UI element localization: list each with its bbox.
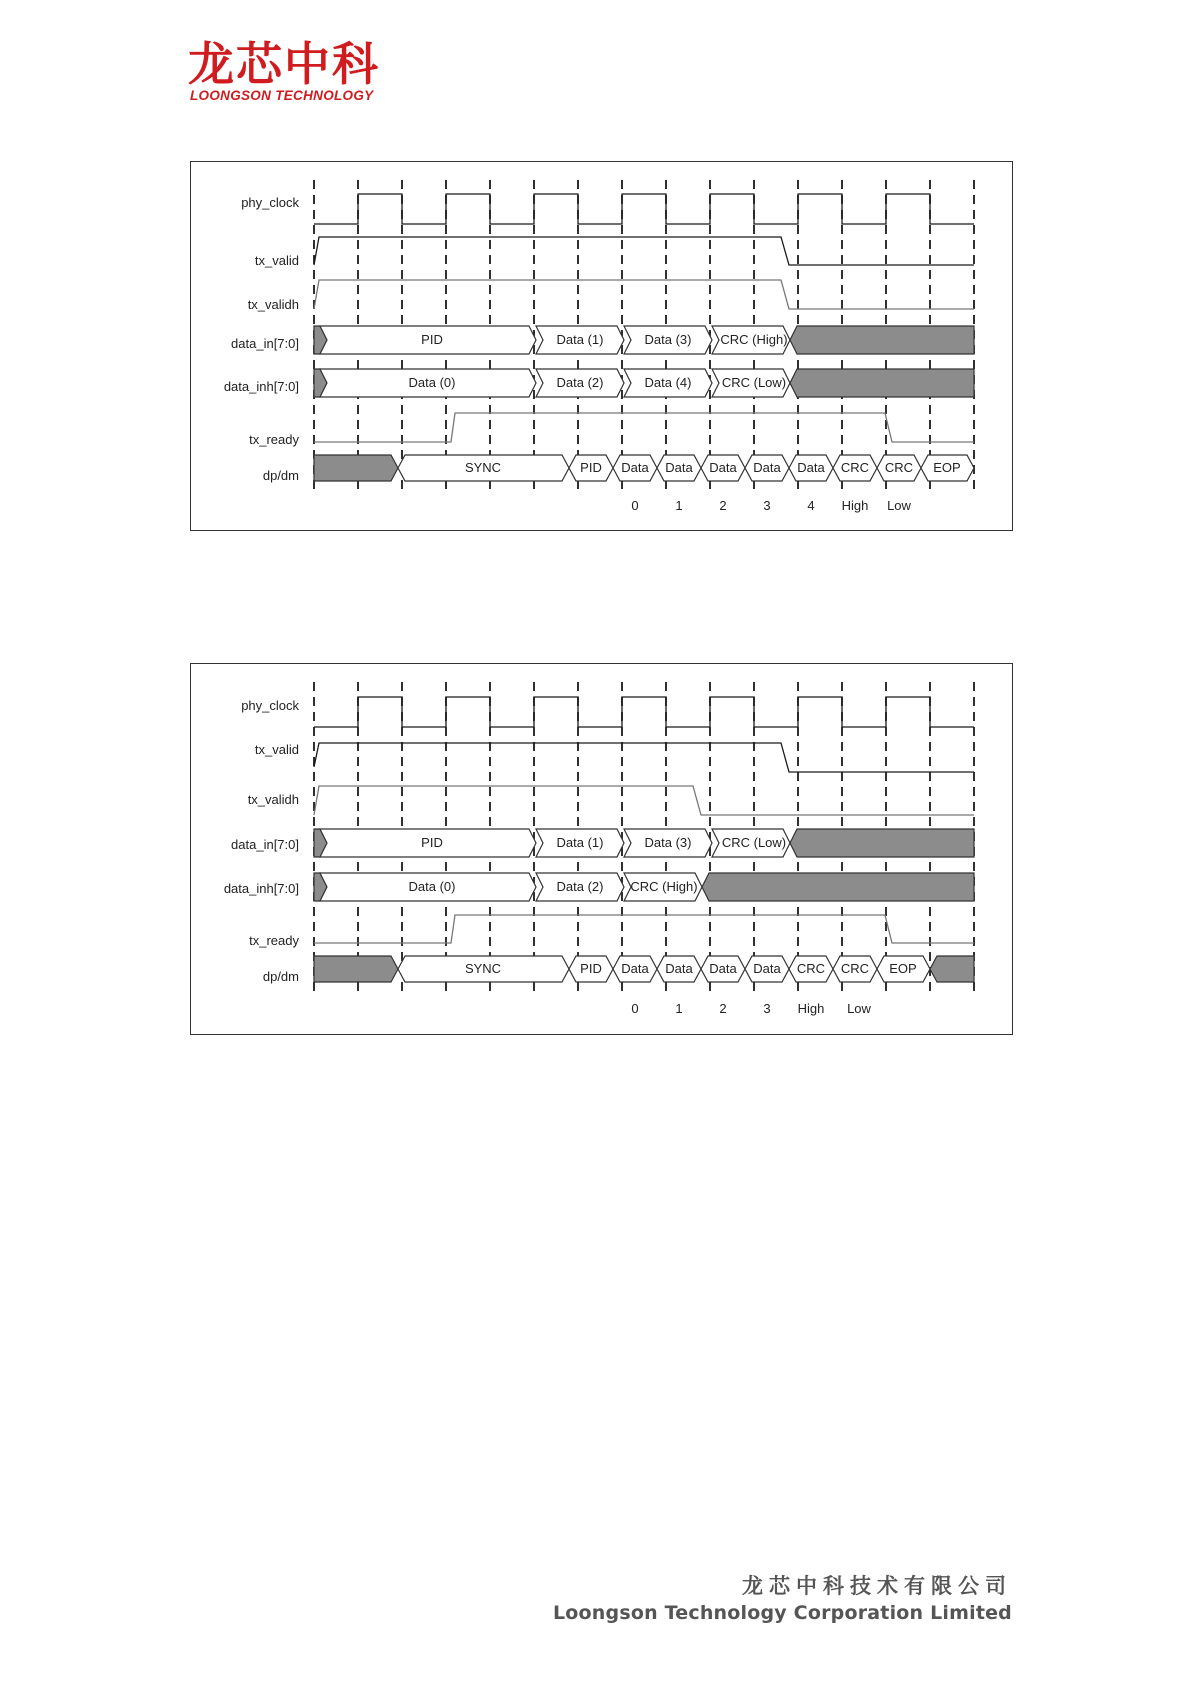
bus-label: Data (4) <box>644 375 692 390</box>
signal-label-tx-ready: tx_ready <box>249 933 299 948</box>
signal-label-data-inh: data_inh[7:0] <box>223 379 299 394</box>
sub-label: Low <box>847 1001 871 1016</box>
bus-label: Data <box>665 460 693 475</box>
sub-label: 0 <box>631 1001 639 1016</box>
bus-label: PID <box>421 835 443 850</box>
bus-label: EOP <box>889 961 917 976</box>
bus-label: CRC <box>840 460 870 475</box>
signal-label-data-in: data_in[7:0] <box>231 336 299 351</box>
bus-label: Data <box>797 460 825 475</box>
bus-label: EOP <box>933 460 961 475</box>
bus-label: CRC <box>840 961 870 976</box>
bus-label: Data (0) <box>408 879 456 894</box>
logo-english-wordmark: LOONGSON TECHNOLOGY <box>190 88 374 103</box>
bus-label: Data (3) <box>644 835 692 850</box>
sub-label: 3 <box>763 498 771 513</box>
bus-fill-segment <box>790 326 974 354</box>
bus-label: Data (3) <box>644 332 692 347</box>
signal-label-tx-validh: tx_validh <box>247 792 299 807</box>
bus-label: Data (0) <box>408 375 456 390</box>
bus-fill-segment <box>314 956 398 982</box>
bus-label: CRC (High) <box>630 879 698 894</box>
bus-label: CRC (Low) <box>721 375 787 390</box>
footer-company-chinese: 龙芯中科技术有限公司 <box>742 1574 1012 1598</box>
bus-label: PID <box>580 460 602 475</box>
bus-label: Data <box>621 460 649 475</box>
signal-labels <box>224 698 300 984</box>
bus-fill-segment <box>702 873 974 901</box>
bus-label: Data (1) <box>556 332 604 347</box>
timing-diagram-1 <box>190 161 1013 531</box>
sub-label: 1 <box>675 1001 683 1016</box>
signal-label-phy-clock: phy_clock <box>241 195 299 210</box>
loongson-logo <box>188 38 418 104</box>
signal-label-data-inh: data_inh[7:0] <box>223 881 299 896</box>
signal-label-dp-dm: dp/dm <box>262 969 299 984</box>
tx-validh-waveform <box>314 280 974 309</box>
timing-diagram-2-svg <box>191 664 1012 1034</box>
signal-label-dp-dm: dp/dm <box>262 468 299 483</box>
sub-label: Low <box>887 498 911 513</box>
dp-dm-sub-labels <box>631 498 911 513</box>
bus-label: Data <box>753 460 781 475</box>
signal-label-phy-clock: phy_clock <box>241 698 299 713</box>
bus-label: Data (2) <box>556 375 604 390</box>
sub-label: 0 <box>631 498 639 513</box>
tx-valid-waveform <box>314 743 974 772</box>
sub-label: 3 <box>763 1001 771 1016</box>
timing-diagram-1-svg <box>191 162 1012 530</box>
bus-label: Data <box>709 460 737 475</box>
signal-label-tx-ready: tx_ready <box>249 432 299 447</box>
timing-diagram-2 <box>190 663 1013 1035</box>
footer-company-english: Loongson Technology Corporation Limited <box>552 1602 1012 1624</box>
bus-label: CRC (High) <box>720 332 788 347</box>
signal-label-tx-valid: tx_valid <box>254 253 299 268</box>
bus-label: SYNC <box>464 460 502 475</box>
bus-label: CRC (Low) <box>721 835 787 850</box>
bus-label: Data <box>753 961 781 976</box>
bus-label: CRC <box>884 460 914 475</box>
bus-fill-segment <box>314 455 398 481</box>
sub-label: 1 <box>675 498 683 513</box>
signal-label-tx-validh: tx_validh <box>247 297 299 312</box>
phy-clock-waveform <box>314 194 974 224</box>
tx-validh-waveform <box>314 786 974 815</box>
bus-fill-segment <box>930 956 974 982</box>
phy-clock-waveform <box>314 697 974 727</box>
sub-label: High <box>797 1001 825 1016</box>
bus-label: Data <box>665 961 693 976</box>
tx-valid-waveform <box>314 237 974 265</box>
logo-chinese-wordmark: 龙芯中科 <box>188 37 380 91</box>
bus-label: PID <box>421 332 443 347</box>
sub-label: 2 <box>719 1001 727 1016</box>
bus-fill-segment <box>790 829 974 857</box>
bus-label: Data <box>709 961 737 976</box>
signal-labels <box>224 195 300 483</box>
bus-label: Data (1) <box>556 835 604 850</box>
bus-label: CRC <box>796 961 826 976</box>
bus-label: Data (2) <box>556 879 604 894</box>
bus-label: Data <box>621 961 649 976</box>
dp-dm-sub-labels <box>631 1001 871 1016</box>
signal-label-data-in: data_in[7:0] <box>231 837 299 852</box>
signal-label-tx-valid: tx_valid <box>254 742 299 757</box>
tx-ready-waveform <box>314 915 974 943</box>
sub-label: 4 <box>807 498 815 513</box>
bus-label: PID <box>580 961 602 976</box>
tx-ready-waveform <box>314 413 974 442</box>
bus-fill-segment <box>790 369 974 397</box>
sub-label: High <box>841 498 869 513</box>
sub-label: 2 <box>719 498 727 513</box>
bus-label: SYNC <box>464 961 502 976</box>
